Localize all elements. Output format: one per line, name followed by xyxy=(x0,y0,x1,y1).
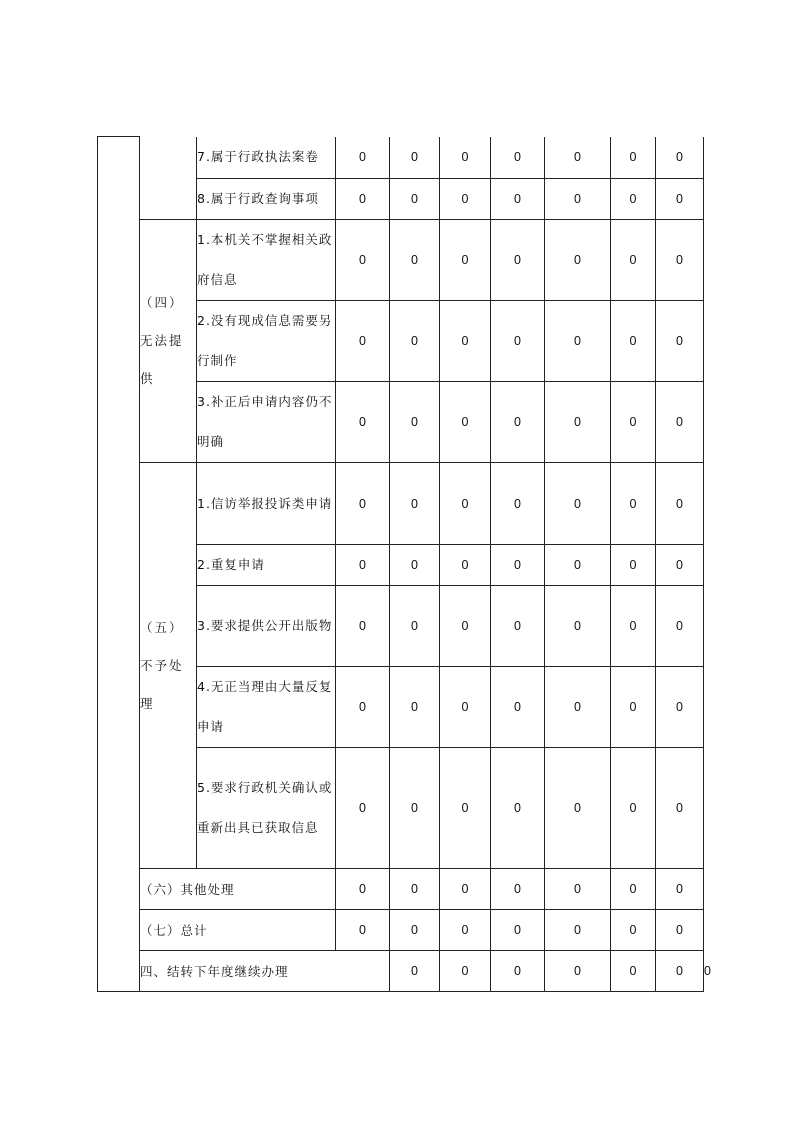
section-three-cell xyxy=(98,137,140,992)
value-cell: 0 xyxy=(336,463,390,545)
value-cell: 0 xyxy=(440,910,491,951)
value-cell: 0 xyxy=(656,382,704,463)
value-cell: 0 xyxy=(491,951,545,992)
value-cell: 0 xyxy=(611,220,656,301)
value-cell: 0 xyxy=(545,220,611,301)
value-cell: 0 xyxy=(336,869,390,910)
value-cell: 0 xyxy=(656,667,704,748)
value-cell: 0 xyxy=(491,382,545,463)
row-label: 8.属于行政查询事项 xyxy=(197,179,336,220)
value-cell: 0 xyxy=(390,220,440,301)
value-cell: 0 xyxy=(656,951,704,992)
value-cell: 0 xyxy=(390,586,440,667)
row-label: 2.没有现成信息需要另行制作 xyxy=(197,301,336,382)
group-three-continued-cell xyxy=(140,137,197,220)
value-cell: 0 xyxy=(611,301,656,382)
value-cell: 0 xyxy=(440,301,491,382)
value-cell: 0 xyxy=(656,748,704,869)
row-label: 3.补正后申请内容仍不明确 xyxy=(197,382,336,463)
value-cell: 0 xyxy=(491,463,545,545)
value-cell: 0 xyxy=(545,586,611,667)
value-cell: 0 xyxy=(656,220,704,301)
row-label: 1.信访举报投诉类申请 xyxy=(197,463,336,545)
table-row xyxy=(98,463,704,545)
value-cell: 0 xyxy=(336,910,390,951)
value-cell: 0 xyxy=(336,220,390,301)
table-row xyxy=(98,137,704,179)
value-cell: 0 xyxy=(491,748,545,869)
value-cell: 0 xyxy=(611,869,656,910)
value-cell: 0 xyxy=(336,667,390,748)
value-cell: 0 xyxy=(656,545,704,586)
value-cell: 0 xyxy=(390,463,440,545)
value-cell: 0 xyxy=(545,748,611,869)
value-cell: 0 xyxy=(336,586,390,667)
value-cell: 0 xyxy=(440,545,491,586)
row-label: 4.无正当理由大量反复申请 xyxy=(197,667,336,748)
value-cell: 0 xyxy=(611,748,656,869)
value-cell: 0 xyxy=(390,869,440,910)
value-cell: 0 xyxy=(656,910,704,951)
row-label: 7.属于行政执法案卷 xyxy=(197,137,336,179)
row-label: 1.本机关不掌握相关政府信息 xyxy=(197,220,336,301)
value-cell: 0 xyxy=(336,301,390,382)
value-cell: 0 xyxy=(545,869,611,910)
value-cell: 0 xyxy=(390,910,440,951)
carry-over-label: 四、结转下年度继续办理 xyxy=(140,951,390,992)
table-row: 四、结转下年度继续办理 0 0 0 0 0 0 0 xyxy=(98,951,704,992)
table-row xyxy=(98,869,704,910)
value-cell: 0 xyxy=(440,382,491,463)
value-cell: 0 xyxy=(491,869,545,910)
value-cell: 0 xyxy=(611,667,656,748)
value-cell: 0 xyxy=(440,748,491,869)
row-label: 2.重复申请 xyxy=(197,545,336,586)
value-cell: 0 xyxy=(656,301,704,382)
value-cell: 0 xyxy=(491,910,545,951)
value-cell: 0 xyxy=(440,463,491,545)
value-cell: 0 xyxy=(491,545,545,586)
value-cell: 0 xyxy=(491,137,545,179)
total-label: （七）总计 xyxy=(140,910,336,951)
value-cell: 0 xyxy=(656,137,704,179)
value-cell: 0 xyxy=(440,869,491,910)
statistics-table xyxy=(97,136,711,992)
value-cell: 0 xyxy=(491,667,545,748)
group-five-title: （五）不予处理 xyxy=(140,463,197,869)
value-cell: 0 xyxy=(336,179,390,220)
value-cell: 0 xyxy=(545,667,611,748)
value-cell: 0 xyxy=(440,951,491,992)
value-cell: 0 xyxy=(440,179,491,220)
value-cell: 0 xyxy=(656,869,704,910)
value-cell: 0 xyxy=(611,179,656,220)
value-cell: 0 xyxy=(656,463,704,545)
value-cell: 0 xyxy=(611,463,656,545)
row-label: 3.要求提供公开出版物 xyxy=(197,586,336,667)
value-cell: 0 xyxy=(390,951,440,992)
value-cell: 0 xyxy=(440,220,491,301)
value-cell: 0 xyxy=(611,586,656,667)
value-cell: 0 xyxy=(545,545,611,586)
value-cell: 0 xyxy=(440,586,491,667)
value-cell: 0 xyxy=(545,951,611,992)
value-cell: 0 xyxy=(390,545,440,586)
value-cell: 0 xyxy=(336,137,390,179)
value-cell: 0 xyxy=(336,382,390,463)
value-cell: 0 xyxy=(491,301,545,382)
value-cell: 0 xyxy=(390,382,440,463)
table-row xyxy=(98,220,704,301)
value-cell: 0 xyxy=(390,301,440,382)
value-cell: 0 xyxy=(491,586,545,667)
value-cell: 0 xyxy=(545,301,611,382)
other-processing-label: （六）其他处理 xyxy=(140,869,336,910)
value-cell: 0 xyxy=(390,667,440,748)
value-cell: 0 xyxy=(491,179,545,220)
value-cell: 0 xyxy=(491,220,545,301)
value-cell: 0 xyxy=(611,382,656,463)
value-cell: 0 xyxy=(390,137,440,179)
row-label: 5.要求行政机关确认或重新出具已获取信息 xyxy=(197,748,336,869)
value-cell: 0 xyxy=(545,137,611,179)
table-row xyxy=(98,910,704,951)
value-cell: 0 xyxy=(656,586,704,667)
value-cell: 0 xyxy=(545,463,611,545)
value-cell: 0 xyxy=(545,382,611,463)
group-four-title: （四）无法提供 xyxy=(140,220,197,463)
value-cell: 0 xyxy=(390,179,440,220)
value-cell: 0 xyxy=(440,667,491,748)
value-cell: 0 xyxy=(545,910,611,951)
value-cell: 0 xyxy=(390,748,440,869)
value-cell: 0 xyxy=(545,179,611,220)
value-cell: 0 xyxy=(611,545,656,586)
value-cell: 0 xyxy=(440,137,491,179)
value-cell: 0 xyxy=(611,910,656,951)
value-cell: 0 xyxy=(611,137,656,179)
value-cell: 0 xyxy=(336,748,390,869)
value-cell: 0 xyxy=(336,545,390,586)
value-cell: 0 xyxy=(611,951,656,992)
value-cell: 0 xyxy=(656,179,704,220)
